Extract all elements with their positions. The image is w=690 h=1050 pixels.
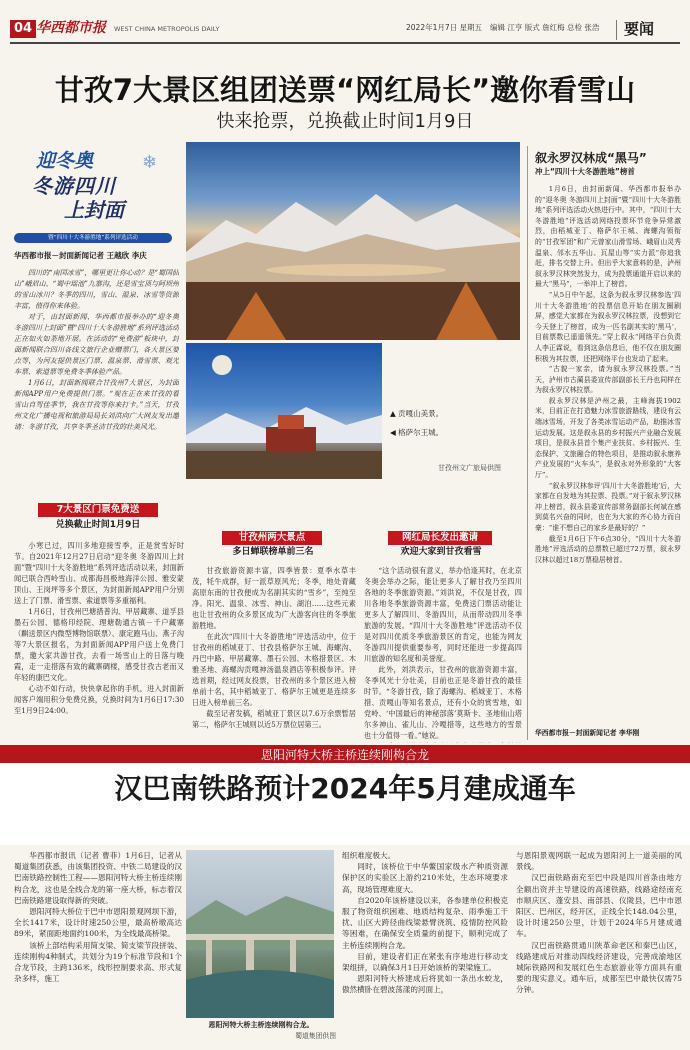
lead-byline: 华西都市报－封面新闻记者 王越欣 李庆	[14, 251, 147, 260]
photo-caption	[390, 408, 443, 438]
sidebar-paragraph: “从5日中午起，这条为叙永罗汉林参选‘四川十大冬游胜地’的投票信息开始在朋友圈刷屏，感觉大家都在为叙永罗汉林拉票，没想到它今天登上了榜首，成为一匹名副其实的‘黑马’，目前票数已遥遥领先。”穿上叙永“网络平台负责人李正霖说，看到这条信息后，他不仅在朋友圈积极为其拉票，还把网络平台也发动了起来。	[535, 290, 681, 363]
lead-intro	[14, 268, 179, 500]
two-spots-title: 甘孜州两大景点	[222, 531, 322, 545]
rail-paragraph: 该桥上部结构采用简支梁、简支梁节段拼装、连续刚构4种制式，共划分为19个标准节段和1个合龙节段，主跨136米，线形控制要求高、形式复杂多样，施工	[14, 940, 182, 984]
sidebar-paragraph: 截至1月6日下午6点30分，“四川十大冬游胜地”评选活动的总票数已超过72万票，叙永罗汉林以超过18万票稳居榜首。	[535, 534, 681, 564]
bridge-photo	[186, 850, 334, 1018]
intro-paragraph: 1月6日，封面新闻联合甘孜州7大景区，为封面新闻APP用户免费提供门票。“观在正在来甘孜的看雪山自驾佳季节，我在甘孜等你来打卡。”当天，甘孜州文化广播电视和旅游局局长刘洪向广大网友发出邀请：冬游甘孜，共享冬季圣洁甘孜的壮美风光。	[14, 379, 179, 431]
photo-credit: 甘孜州文广旅局供图	[438, 464, 501, 472]
kol-paragraph: 此外，刘洪表示，甘孜州的旅游资源丰富，冬季风光十分壮美，目前也正是冬游甘孜的最佳时节。“冬游甘孜，除了海螺沟、稻城亚丁、木格措、贡嘎山等知名景点，还有小众的赏雪地，如党岭、‘中国最后的神秘部落’莫斯卡、圣地仙山塔尔多神山、雀儿山、冷嘎措等，这些地方的雪景也十分值得一看。”她说。	[364, 665, 522, 740]
rail-paragraph: 组织难度极大。	[342, 851, 396, 860]
intro-paragraph: 四川的“南国冰雪”，哪里更让你心动？是“蜀国仙山”峨眉山、“蜀中瑶池”九寨沟，还是雪宝顶与阿坝州的雪山冰川？冬季的四川，雪山、温泉、冰雪等资源丰富，值得你来体验。	[14, 269, 179, 310]
sidebar-byline: 华西都市报－封面新闻记者 李华刚	[535, 729, 640, 737]
sidebar-paragraph: 叙永罗汉林是泸州之最，主峰海拔1902米，目前正在打造魅力冰雪旅游路线，建设有云端冰雪场，开发了各类冰雪运动产品，助推冰雪运动发展。这是叙永县的乡村振兴产业融合发展项目，是叙永县首个集产业扶贫、乡村振兴、生态保护、文旅融合的特色项目，是推动叙永康养产业发展的“火车头”，是叙永对外形象的“大客厅”。	[535, 396, 681, 480]
bridge-caption: 恩阳河特大桥主桥连续刚构合龙。	[208, 1021, 314, 1029]
logo-line2: 冬游四川	[32, 174, 116, 198]
rail-paragraph: 恩阳河特大桥位于巴中市恩阳景观网坝下游，全长1417米，设计时速250公里，最高桥墩高达89米，紧面距地面约100米，为全线最高桥梁。	[14, 907, 182, 939]
campaign-logo	[14, 148, 174, 248]
kol-body	[364, 565, 522, 743]
caption-gesar-text: 格萨尔王城。	[398, 428, 444, 437]
sidebar-frame	[527, 146, 528, 740]
tickets-subtitle: 兑换截止时间1月9日	[55, 520, 141, 530]
rail-paragraph: 与恩阳景观网联一起成为恩阳河上一道美丽的风景线。	[516, 851, 682, 872]
page-number: 04	[10, 20, 36, 38]
tickets-paragraph: 1月6日，甘孜州巴塘措普沟、甲居藏寨、道孚县墨石公园、德格印经院、理塘勒通古镇－千户藏寨（麒送景区内微型博物馆联票）、康定跑马山、燕子沟等7大景区报名，为封面新闻APP用户送上免费门票，邀大家共游甘孜，去看一场雪山上的日落与晚霞，走一走措落有致的藏寨碉楼，感受甘孜古老而又年轻的康巴文化。	[14, 607, 184, 682]
caption-gesar: ◀ 格萨尔王城。	[390, 428, 444, 437]
kol-paragraph: “这个活动很有意义，举办恰逢其时，在北京冬奥会举办之际，能让更多人了解甘孜乃至四川各地的冬季旅游资源。”刘洪说，不仅是甘孜，四川各地冬季旅游资源丰富，免费送门票活动能让更多人了解四川、冬游四川，从而带动四川冬季旅游的发展。“四川十大冬游胜地”评选活动不仅是对四川优质冬季旅游景区的肯定，也能为网友冬游四川提供重要参考，同时还能进一步提高四川旅游的知名度和美誉度。	[364, 566, 522, 663]
tickets-title: 7大景区门票免费送	[38, 503, 158, 517]
gongga-mountain-photo	[186, 142, 520, 340]
section-label: 要闻	[624, 20, 655, 38]
sidebar-subtitle: 冲上“四川十大冬游胜地”榜首	[535, 167, 635, 176]
gesar-city-photo	[186, 343, 382, 479]
caption-gongga: ▲ 贡嘎山美景。	[390, 409, 444, 418]
rail-paragraph: 自2020年该桥建设以来，各参建单位积极克服了物资组织困难、地质结构复杂、雨季施工干扰、山区大跨径曲线梁悬臂浇筑、疫情防控风险等困难，在确保安全质量的前提下，顺利完成了主桥连续刚构合龙。	[342, 895, 508, 950]
rail-paragraph: 汉巴南铁路贯通川陕革命老区和秦巴山区，线路建成后对推动四线经济建设，完善成渝地区城际铁路网和发展红色生态旅游业等方面具有重要的现实意义。通车后，成都至巴中最快仅需75分钟。	[516, 940, 682, 995]
masthead	[0, 0, 690, 44]
bridge-illustration	[186, 850, 334, 1018]
logo-tagline: 暨“四川十大冬游胜地”系列评选活动	[14, 233, 172, 243]
sidebar-body	[535, 184, 681, 724]
rail-headline: 汉巴南铁路预计2024年5月建成通车	[114, 772, 576, 805]
kol-paragraph	[364, 741, 522, 743]
logo-line3: 上封面	[64, 198, 124, 222]
masthead-rule	[10, 42, 680, 44]
tickets-paragraph: 小寒已过，四川多地迎接雪季，正是赏雪好时节。自2021年12月27日启动“迎冬奥 冬游四川上封面”暨“四川十大冬游胜地”系列评选活动以来，封面新闻已联合西岭雪山、成都海昌极地海洋公园、雅安蒙顶山、王岗坪等多个景区，为封面新闻APP用户分别送上了门票、滑雪票、索道票等多重福利。	[14, 541, 184, 605]
lead-subhead: 快来抢票，兑换截止时间1月9日	[216, 111, 474, 132]
kol-subtitle: 欢迎大家到甘孜看雪	[400, 547, 482, 557]
issue-date: 2022年1月7日 星期五	[406, 23, 483, 32]
rail-paragraph: 华西都市报讯（记者 曹菲）1月6日，记者从蜀道集团获悉，由该集团投资、中铁二局建设的汉巴南铁路控制性工程——恩阳河特大桥主桥连续刚构合龙，这也是全线合龙的第一座大桥，标志着汉巴南铁路建设取得新的突破。	[14, 851, 182, 905]
snowflake-icon: ❄	[142, 152, 158, 173]
rail-col1	[14, 850, 182, 1044]
two-spots-subtitle: 多日蝉联榜单前三名	[232, 547, 314, 557]
two-spots-paragraph: 截至记者发稿，稻城亚丁景区以7.6万余票暂居第二，格萨尔王城则以近5万票位居第三。	[192, 709, 356, 729]
city-illustration	[186, 343, 382, 479]
rail-col3	[516, 850, 682, 1044]
rail-paragraph: 恩阳河特大桥建成后将犹如一条出水蛟龙，傲然横卧在碧波荡漾的河面上，	[342, 974, 508, 995]
logo-line1: 迎冬奥	[36, 150, 94, 172]
mountain-illustration	[186, 142, 520, 340]
rail-kicker: 恩阳河特大桥主桥连续刚构合龙	[260, 748, 429, 762]
sidebar-paragraph: “叙永罗汉林参评‘四川十大冬游胜地’后，大家都在自发地为其拉票、投票。”对于叙永罗汉林冲上榜首，叙永县委宣传部常务副部长何斌在感到莫名兴奋的同时，也在为大家的齐心协力而自豪：“谁不想自己的家乡是最好的？”	[535, 481, 681, 532]
tickets-body	[14, 540, 184, 742]
lead-headline: 甘孜7大景区组团送票“网红局长”邀你看雪山	[54, 73, 636, 107]
rail-col2	[342, 850, 508, 1044]
two-spots-body	[192, 565, 356, 743]
sidebar-paragraph: “古貌一家亲，请为叙永罗汉林投票。”当天，泸州市古蔺县委宣传部副部长王丹也同样在为叙永罗汉林拉票。	[535, 365, 681, 395]
kol-title: 网红局长发出邀请	[388, 531, 492, 545]
rail-paragraph: 汉巴南铁路南充至巴中段是四川首条由地方全额出资并主导建设的高速铁路，线路途经南充市顺庆区、蓬安县、南部县、仪陇县，巴中市恩阳区、巴州区，经开区，正线全长148.04公里，设计时速250公里，计划于2024年5月建成通车。	[516, 873, 682, 939]
bridge-credit: 蜀道集团供图	[295, 1032, 336, 1040]
two-spots-paragraph: 甘孜旅游资源丰富，四季皆景：夏季水草丰茂，牦牛成群，好一派草原风光；冬季，地处青藏高原东南的甘孜便成为名副其实的“雪乡”，至纯至净。阳光、温泉、冰雪、神山、湖泊……这些元素也让甘孜州的众多景区成为广大游客向往的冬季旅游胜地。	[192, 566, 356, 630]
rail-paragraph: 目前，建设者们正在紧张有序地进行移动支架组拼，以确保3月1日开始该桥的架梁施工。	[342, 951, 508, 973]
editor-credits: 编辑 江亨 版式 詹红梅 总检 张浩	[490, 23, 600, 32]
sidebar-title: 叙永罗汉林成“黑马”	[535, 151, 647, 165]
sidebar-paragraph: 1月6日，由封面新闻、华西都市报举办的“迎冬奥 冬游四川上封面”暨“四川十大冬游胜地”系列评选活动火热进行中。其中，“四川十大冬游胜地”评选活动网络投票环节竞争异常激烈，由稻城亚丁、格萨尔王城、海螺沟领衔的“甘孜军团”和广元曾家山滑雪场、峨眉山灵秀温泉、邻水五华山、瓦屋山等“实力派”你追我赶，排名交替上升。但出乎大家意料的是，泸州叙永罗汉林突然发力，成为投票通道开启以来的最大“黑马”，一举冲上了榜首。	[535, 185, 681, 289]
paper-logo: 华西都市报	[36, 20, 106, 36]
rail-banner	[0, 745, 690, 845]
caption-gongga-text: 贡嘎山美景。	[398, 409, 444, 418]
intro-paragraph: 对于，由封面新闻、华西都市报举办的“迎冬奥 冬游四川上封面”暨“四川十大冬游胜地”系列评选活动正在如火如荼地开展。在活动的“免费游”板块中，封面新闻联合四川各线文旅行企业赠票门，各大景区要点等，为河友提供景区门票、温泉票、滑雪票、观光车票、索道票等免费冬季体验产品。	[14, 313, 179, 376]
tickets-paragraph: 心动不如行动，快快拿起你的手机，进入封面新闻客户端用积分免费兑换，兑换时间为1月6日17:30至1月9日24:00。	[14, 684, 184, 715]
section-divider	[616, 20, 617, 40]
paper-en: WEST CHINA METROPOLIS DAILY	[114, 25, 220, 33]
rail-paragraph: 同时，该桥位于中华鳖国家级水产种质资源保护区的实验区上游约210米处，生态环境要求高，现场管理难度大。	[342, 862, 508, 894]
two-spots-paragraph: 在此次“四川十大冬游胜地”评选活动中，位于甘孜州的稻城亚丁、甘孜县格萨尔王城、海螺沟、丹巴中路、甲居藏寨、墨石公园、木格措景区、木雅圣地、海螺沟贡嘎神汤温泉酒店等积极参评。评选首期，经过网友投票，甘孜州的多个景区进入榜单前十名，其中稻城亚丁、格萨尔王城更是连续多日进入榜单前三名。	[192, 632, 356, 707]
